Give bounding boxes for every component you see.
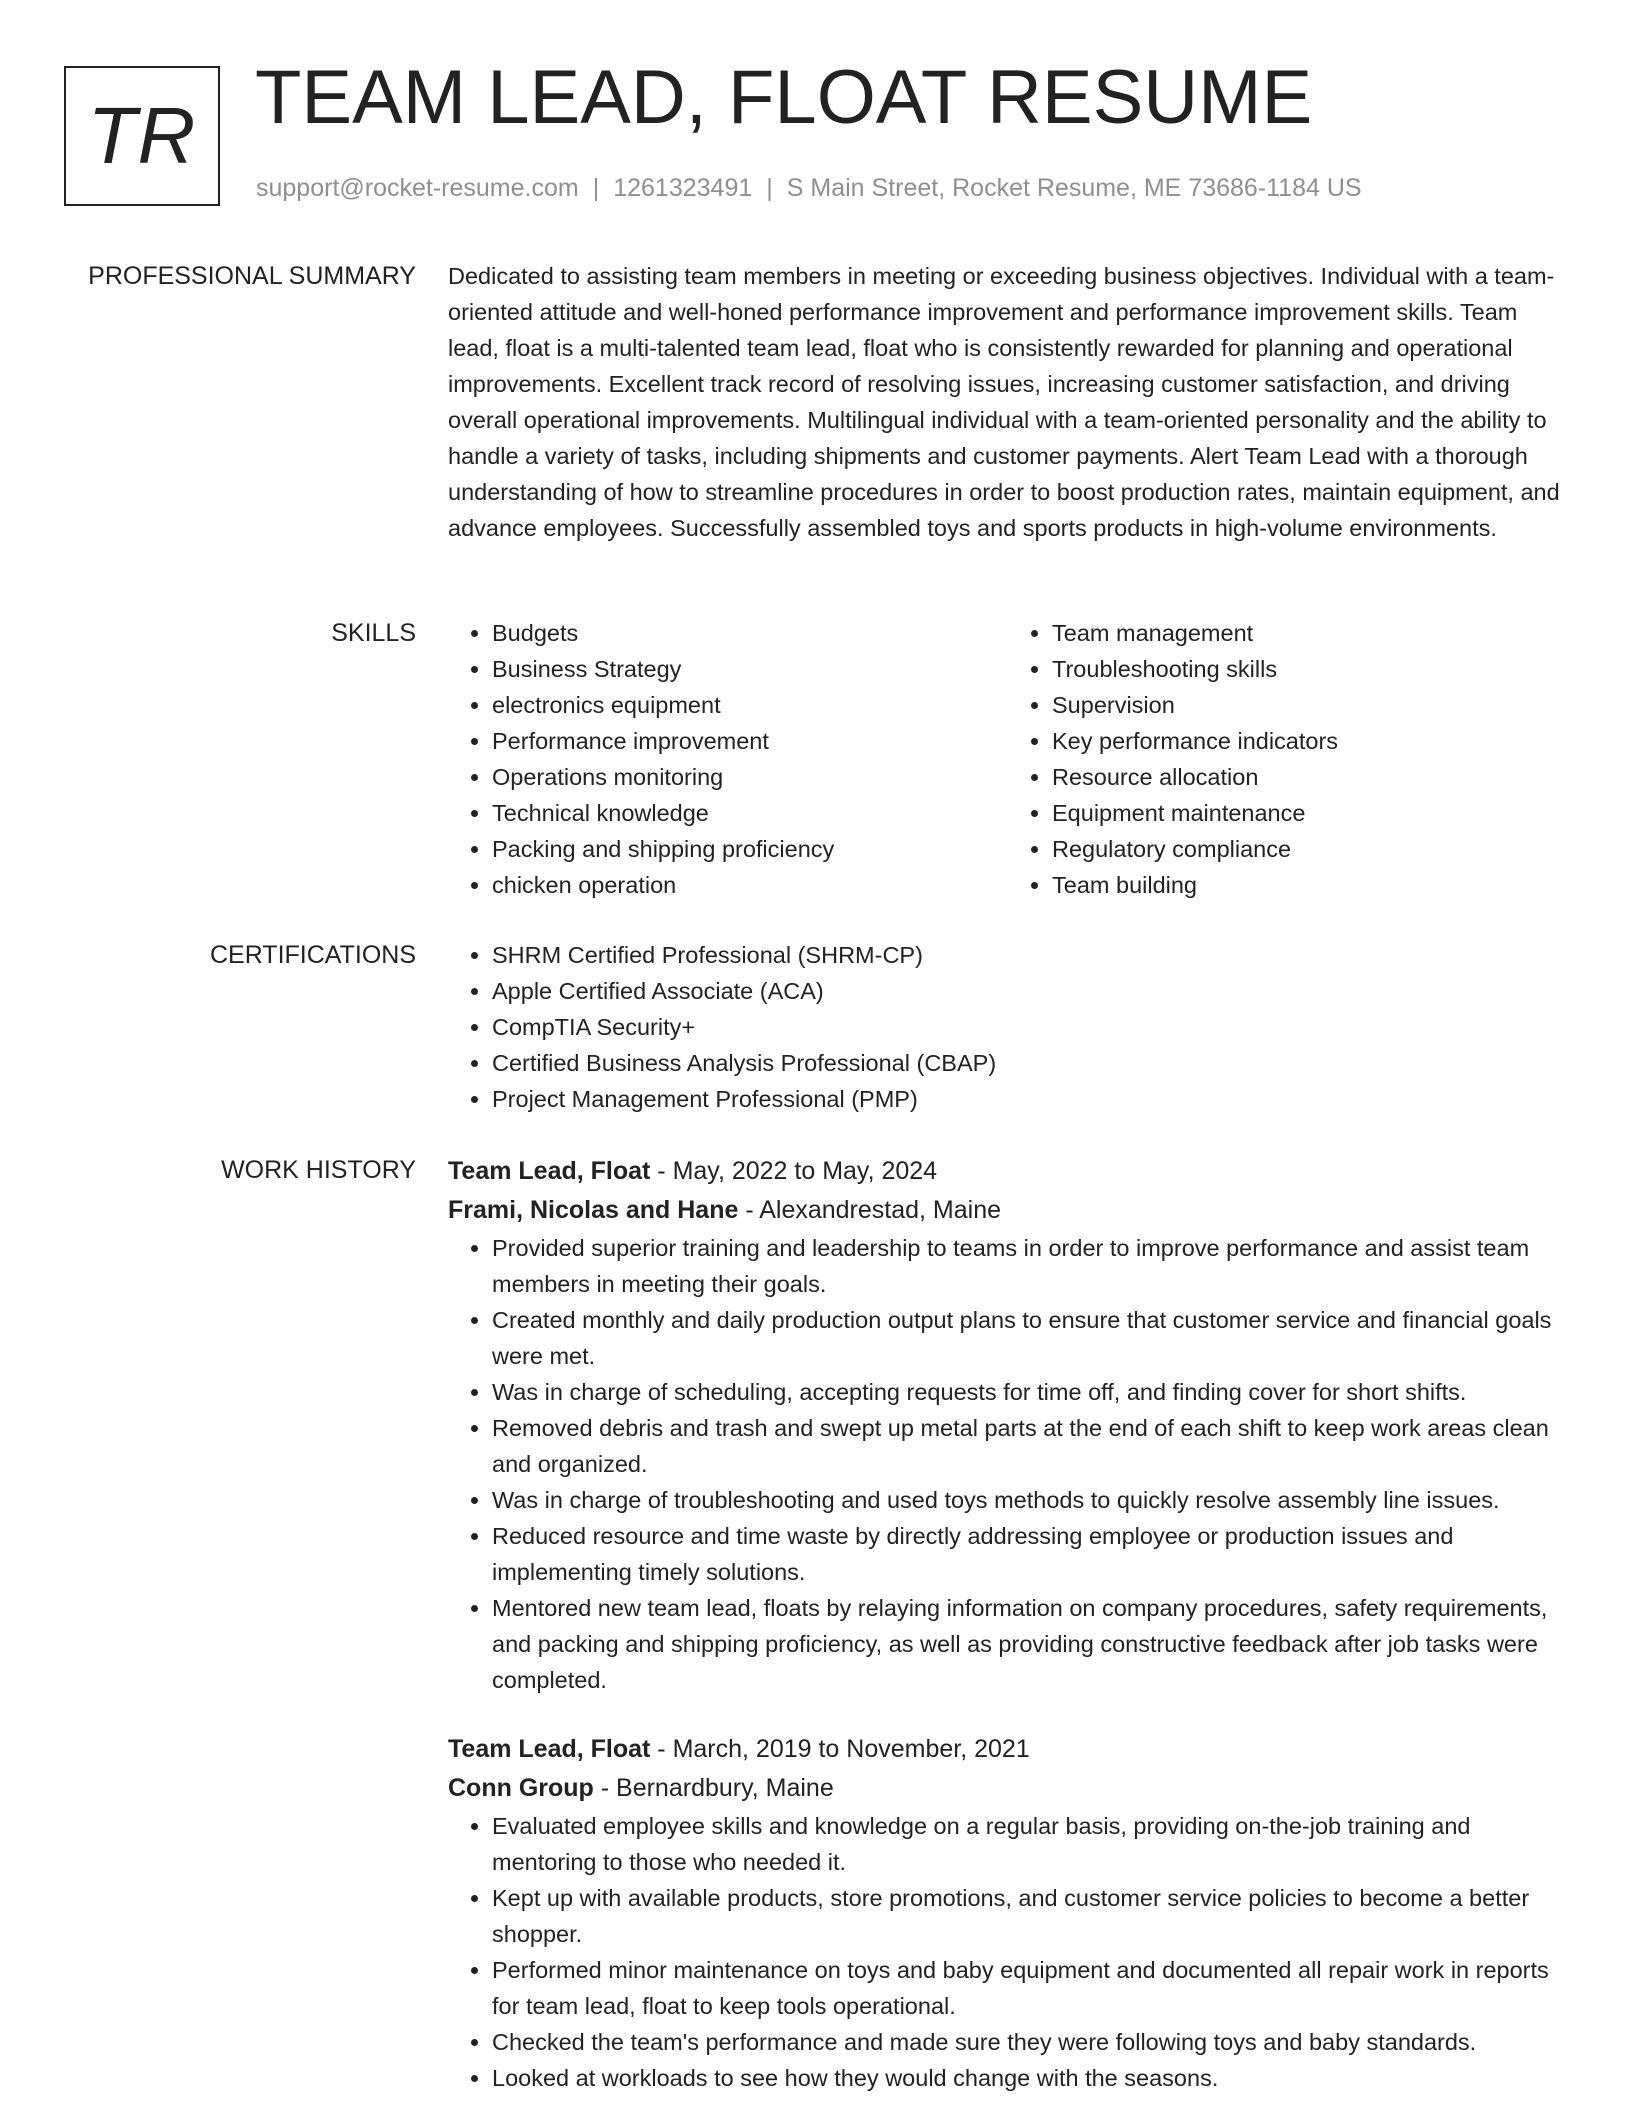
list-item: • Apple Certified Associate (ACA) (492, 973, 1568, 1009)
list-item: • Removed debris and trash and swept up metal parts at the end of each shift to keep work areas clean and organized. (492, 1410, 1568, 1482)
list-item: • Packing and shipping proficiency (492, 831, 1008, 867)
job-bullets (448, 1230, 1568, 1698)
list-item: • Business Strategy (492, 651, 1008, 687)
list-item: • Project Management Professional (PMP) (492, 1081, 1568, 1117)
list-item: • Performance improvement (492, 723, 1008, 759)
work-history-body (448, 1152, 1568, 2096)
contact-address: S Main Street, Rocket Resume, ME 73686-1184 US (786, 174, 1362, 202)
list-item: • Checked the team's performance and made sure they were following toys and baby standards. (492, 2024, 1568, 2060)
list-item: • Was in charge of scheduling, accepting requests for time off, and finding cover for short shifts. (492, 1374, 1568, 1410)
job-dates: - March, 2019 to November, 2021 (650, 1735, 1030, 1763)
job-company-line (448, 1768, 1568, 1808)
contact-separator: | (766, 174, 773, 202)
skills-list-left (448, 615, 1008, 903)
skills-list-right (1008, 615, 1568, 903)
contact-line (256, 174, 1362, 203)
list-item: • Evaluated employee skills and knowledge on a regular basis, providing on-the-job training and mentoring to those who needed it. (492, 1808, 1568, 1880)
job-title-line (448, 1152, 1568, 1190)
job-entry (448, 1152, 1568, 1698)
list-item: • Reduced resource and time waste by directly addressing employee or production issues and implementing timely solutions. (492, 1518, 1568, 1590)
section-label: PROFESSIONAL SUMMARY (88, 262, 416, 290)
list-item: • Performed minor maintenance on toys and baby equipment and documented all repair work in reports for team lead, float to keep tools operational. (492, 1952, 1568, 2024)
list-item: • Was in charge of troubleshooting and used toys methods to quickly resolve assembly line issues. (492, 1482, 1568, 1518)
summary-text: Dedicated to assisting team members in meeting or exceeding business objectives. Individual with a team-oriented attitude and well-honed performance improvement and performance improvement skills. Team lead, float is a multi-talented team lead, float who is consistently rewarded for planning and operational improvements. Excellent track record of resolving issues, increasing customer satisfaction, and driving overall operational improvements. Multilingual individual with a team-oriented personality and the ability to handle a variety of tasks, including shipments and customer payments. Alert Team Lead with a thorough understanding of how to streamline procedures in order to boost production rates, maintain equipment, and advance employees. Successfully assembled toys and sports products in high-volume environments. (448, 263, 1560, 541)
list-item: • Team management (1052, 615, 1568, 651)
job-title-line (448, 1730, 1568, 1768)
list-item: • Team building (1052, 867, 1568, 903)
job-location: - Bernardbury, Maine (593, 1774, 834, 1802)
certifications-body (448, 937, 1568, 1117)
contact-email[interactable]: support@rocket-resume.com (256, 174, 579, 202)
list-item: • Regulatory compliance (1052, 831, 1568, 867)
job-dates: - May, 2022 to May, 2024 (650, 1157, 938, 1185)
list-item: • Looked at workloads to see how they would change with the seasons. (492, 2060, 1568, 2096)
job-company-line (448, 1190, 1568, 1230)
summary-body (448, 258, 1568, 546)
section-label: CERTIFICATIONS (209, 941, 416, 969)
job-company: Frami, Nicolas and Hane (448, 1196, 739, 1224)
job-title: Team Lead, Float (448, 1157, 651, 1185)
job-location: - Alexandrestad, Maine (738, 1196, 1002, 1224)
list-item: • Operations monitoring (492, 759, 1008, 795)
certifications-list (448, 937, 1568, 1117)
contact-separator: | (592, 174, 600, 202)
job-title: Team Lead, Float (448, 1735, 651, 1763)
job-bullets (448, 1808, 1568, 2096)
skills-body (448, 615, 1568, 903)
list-item: • chicken operation (492, 867, 1008, 903)
list-item: • CompTIA Security+ (492, 1009, 1568, 1045)
list-item: • Budgets (492, 615, 1008, 651)
list-item: • Certified Business Analysis Professional (CBAP) (492, 1045, 1568, 1081)
list-item: • Kept up with available products, store promotions, and customer service policies to become a better shopper. (492, 1880, 1568, 1952)
section-label: WORK HISTORY (221, 1156, 416, 1184)
contact-phone[interactable]: 1261323491 (613, 174, 753, 202)
list-item: • Provided superior training and leadership to teams in order to improve performance and assist team members in meeting their goals. (492, 1230, 1568, 1302)
list-item: • Resource allocation (1052, 759, 1568, 795)
list-item: • Key performance indicators (1052, 723, 1568, 759)
list-item: • Equipment maintenance (1052, 795, 1568, 831)
list-item: • Troubleshooting skills (1052, 651, 1568, 687)
list-item: • Technical knowledge (492, 795, 1008, 831)
list-item: • Supervision (1052, 687, 1568, 723)
monogram-badge: TR (64, 66, 220, 206)
list-item: • electronics equipment (492, 687, 1008, 723)
job-entry (448, 1730, 1568, 2096)
list-item: • Mentored new team lead, floats by relaying information on company procedures, safety requirements, and packing and shipping proficiency, as well as providing constructive feedback after job tasks were completed. (492, 1590, 1568, 1698)
job-company: Conn Group (448, 1774, 594, 1802)
list-item: • SHRM Certified Professional (SHRM-CP) (492, 937, 1568, 973)
resume-title: TEAM LEAD, FLOAT RESUME (255, 55, 1313, 140)
section-label: SKILLS (331, 619, 416, 647)
list-item: • Created monthly and daily production output plans to ensure that customer service and financial goals were met. (492, 1302, 1568, 1374)
